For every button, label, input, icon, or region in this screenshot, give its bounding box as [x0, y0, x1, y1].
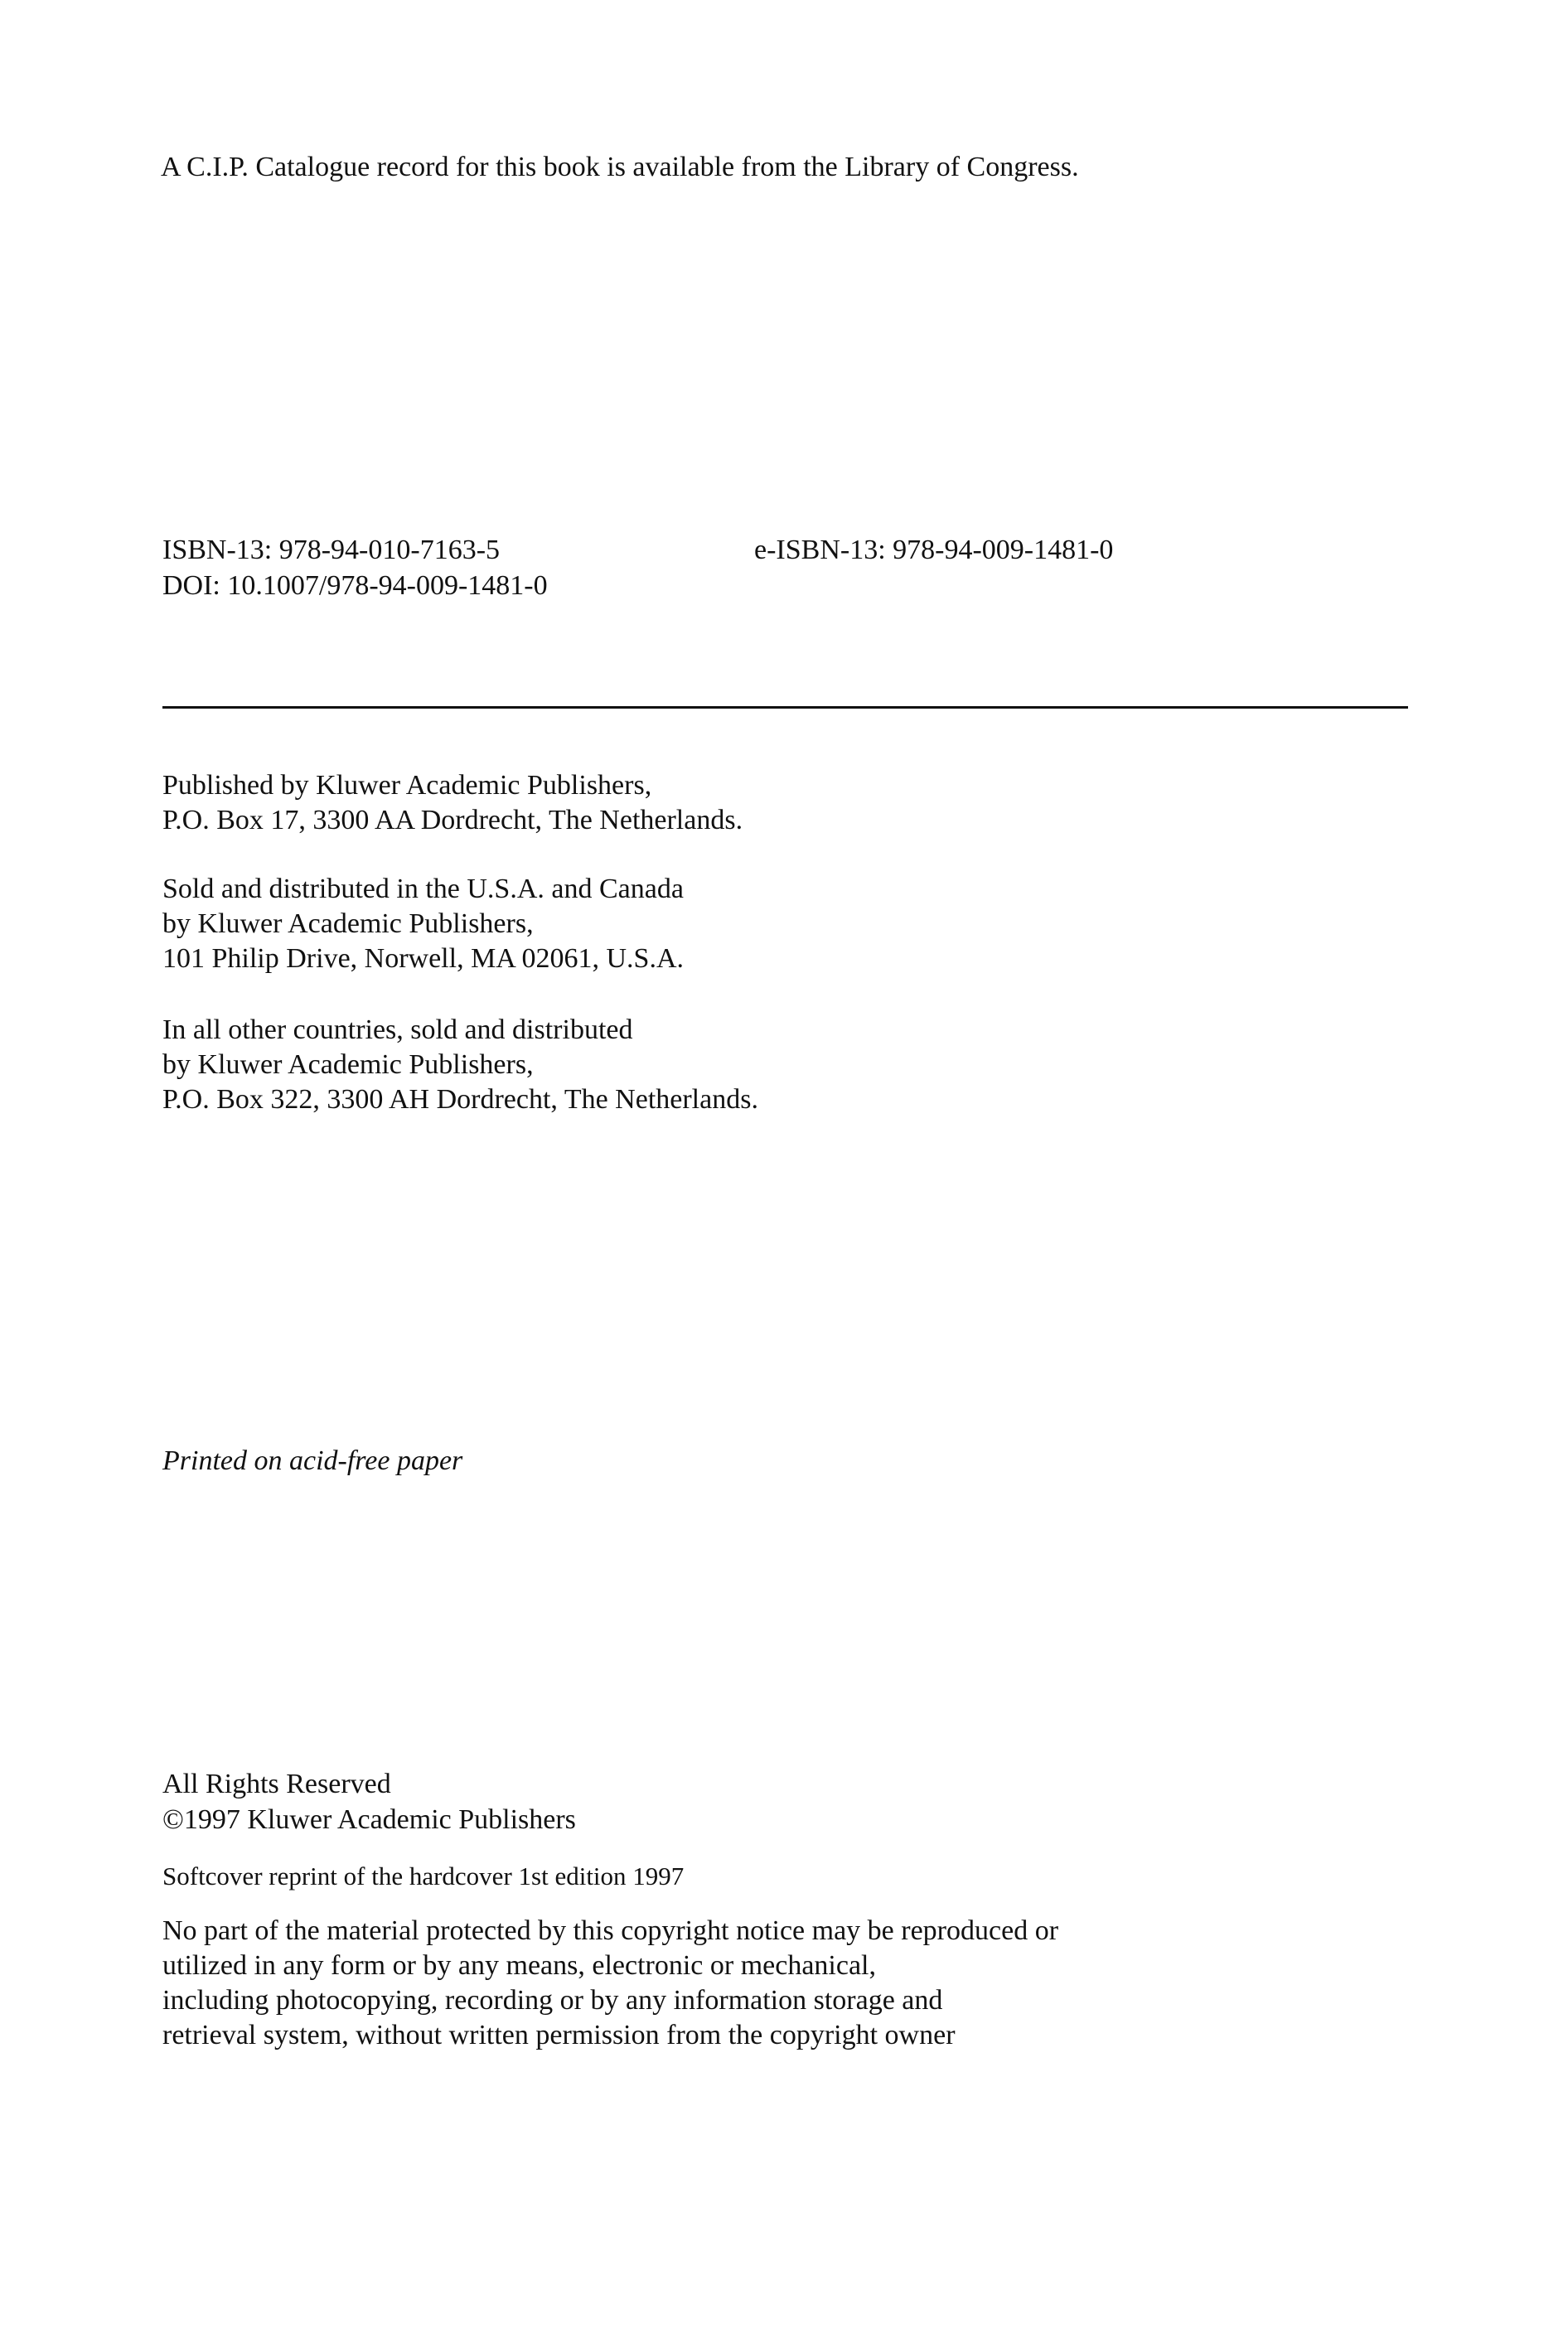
distribution-line: Sold and distributed in the U.S.A. and Canada [162, 874, 684, 904]
notice-line: retrieval system, without written permission from the copyright owner [162, 2020, 956, 2050]
e-isbn-13: e-ISBN-13: 978-94-009-1481-0 [754, 535, 1114, 565]
cip-record: A C.I.P. Catalogue record for this book is available from the Library of Congress. [161, 152, 1079, 182]
paper-note: Printed on acid-free paper [162, 1445, 463, 1476]
copyright-notice [162, 1914, 1058, 2053]
distribution-line: by Kluwer Academic Publishers, [162, 908, 534, 939]
publisher-line: Published by Kluwer Academic Publishers, [162, 770, 652, 801]
distribution-line: In all other countries, sold and distributed [162, 1014, 633, 1045]
doi: DOI: 10.1007/978-94-009-1481-0 [162, 570, 548, 601]
distribution-line: by Kluwer Academic Publishers, [162, 1049, 534, 1080]
distribution-other-countries [162, 1013, 758, 1117]
notice-line: including photocopying, recording or by any information storage and [162, 1985, 943, 2016]
horizontal-rule [162, 706, 1408, 709]
publisher-block [162, 768, 743, 838]
publisher-line: P.O. Box 17, 3300 AA Dordrecht, The Netherlands. [162, 805, 743, 835]
notice-line: utilized in any form or by any means, electronic or mechanical, [162, 1950, 877, 1981]
copyright-line: ©1997 Kluwer Academic Publishers [162, 1804, 576, 1835]
distribution-line: 101 Philip Drive, Norwell, MA 02061, U.S.A. [162, 943, 684, 974]
rights-reserved: All Rights Reserved [162, 1769, 391, 1799]
distribution-usa-canada [162, 872, 684, 976]
notice-line: No part of the material protected by this copyright notice may be reproduced or [162, 1915, 1059, 1946]
distribution-line: P.O. Box 322, 3300 AH Dordrecht, The Netherlands. [162, 1084, 758, 1115]
edition-note: Softcover reprint of the hardcover 1st edition 1997 [162, 1861, 685, 1891]
isbn-13: ISBN-13: 978-94-010-7163-5 [162, 535, 501, 565]
